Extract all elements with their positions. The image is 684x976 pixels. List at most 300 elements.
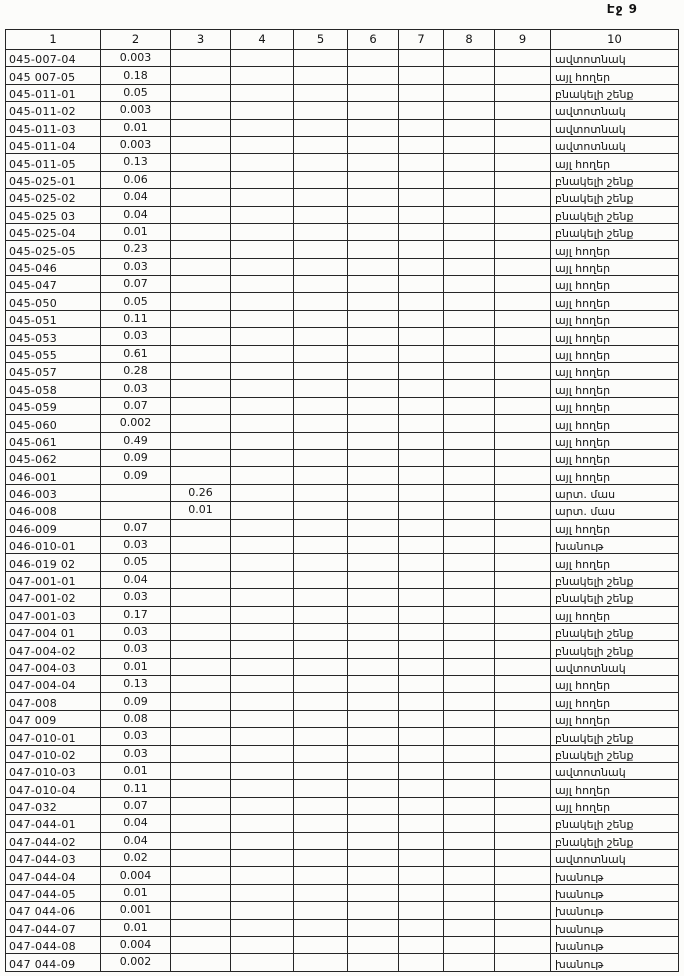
cell-value-2: 0.28 xyxy=(101,363,171,380)
cell-7 xyxy=(399,449,444,466)
cell-6 xyxy=(348,919,399,936)
cell-4 xyxy=(231,519,294,536)
cell-5 xyxy=(294,797,348,814)
cell-4 xyxy=(231,745,294,762)
table-row xyxy=(6,954,679,971)
cell-value-2: 0.004 xyxy=(101,867,171,884)
cell-6 xyxy=(348,623,399,640)
cell-value-2: 0.08 xyxy=(101,710,171,727)
cell-value-3 xyxy=(171,936,231,953)
cell-value-2: 0.04 xyxy=(101,206,171,223)
table-row xyxy=(6,502,679,519)
cell-value-3 xyxy=(171,223,231,240)
cell-5 xyxy=(294,154,348,171)
cell-7 xyxy=(399,536,444,553)
cell-9 xyxy=(495,432,551,449)
cell-value-3 xyxy=(171,641,231,658)
cell-5 xyxy=(294,380,348,397)
cell-category: ավտոտնակ xyxy=(551,102,679,119)
cell-value-3 xyxy=(171,780,231,797)
cell-4 xyxy=(231,432,294,449)
table-row xyxy=(6,763,679,780)
cell-8 xyxy=(444,780,495,797)
cell-6 xyxy=(348,954,399,971)
cell-value-2: 0.49 xyxy=(101,432,171,449)
cell-9 xyxy=(495,589,551,606)
cell-8 xyxy=(444,745,495,762)
cell-9 xyxy=(495,884,551,901)
cell-8 xyxy=(444,328,495,345)
cell-category: բնակելի շենք xyxy=(551,641,679,658)
cell-5 xyxy=(294,763,348,780)
cell-code: 046-003 xyxy=(6,484,101,501)
cell-6 xyxy=(348,50,399,67)
table-body xyxy=(6,50,679,972)
cell-value-2: 0.11 xyxy=(101,780,171,797)
cell-8 xyxy=(444,293,495,310)
cell-4 xyxy=(231,641,294,658)
cell-5 xyxy=(294,849,348,866)
cell-5 xyxy=(294,815,348,832)
cell-7 xyxy=(399,954,444,971)
cell-9 xyxy=(495,258,551,275)
cell-value-2: 0.09 xyxy=(101,449,171,466)
cell-9 xyxy=(495,954,551,971)
table-row xyxy=(6,536,679,553)
cell-value-3 xyxy=(171,676,231,693)
cell-5 xyxy=(294,728,348,745)
cell-6 xyxy=(348,67,399,84)
cell-category: բնակելի շենք xyxy=(551,745,679,762)
cell-code: 047-010-03 xyxy=(6,763,101,780)
cell-5 xyxy=(294,50,348,67)
cell-value-3 xyxy=(171,258,231,275)
column-header-4: 4 xyxy=(231,30,294,50)
cell-4 xyxy=(231,467,294,484)
cell-9 xyxy=(495,293,551,310)
cell-7 xyxy=(399,693,444,710)
cell-code: 047-001-02 xyxy=(6,589,101,606)
cell-4 xyxy=(231,884,294,901)
cell-7 xyxy=(399,676,444,693)
cell-5 xyxy=(294,241,348,258)
cell-value-2: 0.01 xyxy=(101,119,171,136)
cell-5 xyxy=(294,554,348,571)
cell-8 xyxy=(444,589,495,606)
cell-value-3 xyxy=(171,310,231,327)
cell-code: 045-062 xyxy=(6,449,101,466)
cell-category: այլ հողեր xyxy=(551,554,679,571)
cell-value-3 xyxy=(171,867,231,884)
cell-code: 045-059 xyxy=(6,397,101,414)
table-row xyxy=(6,363,679,380)
cell-code: 047-004 01 xyxy=(6,623,101,640)
table-row xyxy=(6,50,679,67)
cell-value-3 xyxy=(171,293,231,310)
table-row xyxy=(6,380,679,397)
cell-9 xyxy=(495,171,551,188)
cell-category: բնակելի շենք xyxy=(551,206,679,223)
cell-8 xyxy=(444,623,495,640)
cell-9 xyxy=(495,102,551,119)
cell-5 xyxy=(294,902,348,919)
cell-category: այլ հողեր xyxy=(551,310,679,327)
cell-7 xyxy=(399,206,444,223)
cell-value-2: 0.06 xyxy=(101,171,171,188)
cell-5 xyxy=(294,171,348,188)
cell-code: 045-011-03 xyxy=(6,119,101,136)
cell-9 xyxy=(495,502,551,519)
cell-8 xyxy=(444,432,495,449)
cell-value-2: 0.23 xyxy=(101,241,171,258)
table-row xyxy=(6,67,679,84)
cell-value-2: 0.61 xyxy=(101,345,171,362)
cell-8 xyxy=(444,136,495,153)
cell-4 xyxy=(231,589,294,606)
cell-4 xyxy=(231,554,294,571)
cell-value-3 xyxy=(171,797,231,814)
cell-6 xyxy=(348,606,399,623)
table-row xyxy=(6,623,679,640)
cell-code: 045-011-02 xyxy=(6,102,101,119)
cell-category: այլ հողեր xyxy=(551,797,679,814)
cell-9 xyxy=(495,676,551,693)
table-row xyxy=(6,397,679,414)
table-row xyxy=(6,136,679,153)
cell-8 xyxy=(444,502,495,519)
cell-value-2: 0.03 xyxy=(101,623,171,640)
cell-7 xyxy=(399,397,444,414)
cell-code: 045-011-04 xyxy=(6,136,101,153)
cell-4 xyxy=(231,710,294,727)
cell-8 xyxy=(444,571,495,588)
cell-category: խանութ xyxy=(551,902,679,919)
cell-5 xyxy=(294,363,348,380)
cell-value-3 xyxy=(171,102,231,119)
cell-value-2: 0.03 xyxy=(101,745,171,762)
cell-5 xyxy=(294,223,348,240)
cell-9 xyxy=(495,84,551,101)
cell-category: ավտոտնակ xyxy=(551,658,679,675)
cell-category: այլ հողեր xyxy=(551,154,679,171)
cell-4 xyxy=(231,676,294,693)
cell-value-3 xyxy=(171,710,231,727)
cell-9 xyxy=(495,154,551,171)
cell-value-3 xyxy=(171,449,231,466)
cell-category: այլ հողեր xyxy=(551,432,679,449)
cell-9 xyxy=(495,919,551,936)
cell-code: 045-057 xyxy=(6,363,101,380)
cell-7 xyxy=(399,623,444,640)
cell-4 xyxy=(231,189,294,206)
cell-value-3 xyxy=(171,206,231,223)
cell-4 xyxy=(231,658,294,675)
cell-5 xyxy=(294,84,348,101)
cell-value-3 xyxy=(171,519,231,536)
cell-category: ավտոտնակ xyxy=(551,136,679,153)
cell-7 xyxy=(399,641,444,658)
cell-value-2: 0.05 xyxy=(101,293,171,310)
cell-8 xyxy=(444,815,495,832)
header-row xyxy=(6,30,679,50)
cell-value-3 xyxy=(171,136,231,153)
cell-9 xyxy=(495,536,551,553)
cell-category: խանութ xyxy=(551,936,679,953)
cell-code: 045-025-05 xyxy=(6,241,101,258)
cell-value-3 xyxy=(171,154,231,171)
cell-7 xyxy=(399,763,444,780)
cell-7 xyxy=(399,189,444,206)
cell-5 xyxy=(294,867,348,884)
cell-6 xyxy=(348,397,399,414)
cell-4 xyxy=(231,693,294,710)
cell-6 xyxy=(348,415,399,432)
table-row xyxy=(6,589,679,606)
cell-4 xyxy=(231,50,294,67)
cell-8 xyxy=(444,276,495,293)
cell-category: ավտոտնակ xyxy=(551,763,679,780)
cell-8 xyxy=(444,345,495,362)
cell-code: 047 044-06 xyxy=(6,902,101,919)
cell-category: ավտոտնակ xyxy=(551,849,679,866)
cell-6 xyxy=(348,780,399,797)
cell-9 xyxy=(495,136,551,153)
cell-code: 047-044-02 xyxy=(6,832,101,849)
cell-6 xyxy=(348,293,399,310)
cell-7 xyxy=(399,589,444,606)
cell-5 xyxy=(294,919,348,936)
cell-code: 045-025 03 xyxy=(6,206,101,223)
cell-7 xyxy=(399,519,444,536)
cell-5 xyxy=(294,258,348,275)
cell-7 xyxy=(399,328,444,345)
cell-4 xyxy=(231,206,294,223)
cell-7 xyxy=(399,867,444,884)
cell-category: խանութ xyxy=(551,884,679,901)
cell-7 xyxy=(399,780,444,797)
cell-9 xyxy=(495,206,551,223)
cell-code: 047-010-01 xyxy=(6,728,101,745)
cell-value-2: 0.01 xyxy=(101,884,171,901)
cell-9 xyxy=(495,832,551,849)
cell-8 xyxy=(444,84,495,101)
cell-6 xyxy=(348,571,399,588)
cell-7 xyxy=(399,363,444,380)
column-header-7: 7 xyxy=(399,30,444,50)
cell-value-2: 0.04 xyxy=(101,832,171,849)
cell-value-3 xyxy=(171,189,231,206)
table-row xyxy=(6,797,679,814)
cell-value-3 xyxy=(171,832,231,849)
cell-8 xyxy=(444,884,495,901)
cell-4 xyxy=(231,171,294,188)
cell-code: 045-055 xyxy=(6,345,101,362)
cell-4 xyxy=(231,780,294,797)
table-row xyxy=(6,728,679,745)
cell-code: 045-011-01 xyxy=(6,84,101,101)
cell-9 xyxy=(495,380,551,397)
cell-code: 047-010-04 xyxy=(6,780,101,797)
cell-code: 047-001-01 xyxy=(6,571,101,588)
column-header-6: 6 xyxy=(348,30,399,50)
cell-4 xyxy=(231,936,294,953)
cell-value-3 xyxy=(171,67,231,84)
cell-6 xyxy=(348,710,399,727)
cell-category: բնակելի շենք xyxy=(551,623,679,640)
cell-6 xyxy=(348,484,399,501)
cell-4 xyxy=(231,119,294,136)
cell-9 xyxy=(495,345,551,362)
cell-value-2: 0.01 xyxy=(101,919,171,936)
cell-5 xyxy=(294,676,348,693)
cell-5 xyxy=(294,484,348,501)
cell-code: 047 044-09 xyxy=(6,954,101,971)
cell-code: 047-032 xyxy=(6,797,101,814)
cell-value-3 xyxy=(171,363,231,380)
cell-4 xyxy=(231,102,294,119)
cell-8 xyxy=(444,415,495,432)
cell-8 xyxy=(444,676,495,693)
cell-5 xyxy=(294,536,348,553)
cell-9 xyxy=(495,50,551,67)
cell-category: այլ հողեր xyxy=(551,276,679,293)
cell-6 xyxy=(348,328,399,345)
cell-5 xyxy=(294,780,348,797)
cell-code: 047-004-02 xyxy=(6,641,101,658)
cell-9 xyxy=(495,223,551,240)
cell-6 xyxy=(348,171,399,188)
cell-5 xyxy=(294,293,348,310)
cell-7 xyxy=(399,936,444,953)
table-row xyxy=(6,449,679,466)
cell-5 xyxy=(294,206,348,223)
cell-value-2: 0.002 xyxy=(101,415,171,432)
cell-value-2: 0.03 xyxy=(101,380,171,397)
cell-8 xyxy=(444,606,495,623)
cell-4 xyxy=(231,241,294,258)
cell-7 xyxy=(399,849,444,866)
cell-7 xyxy=(399,797,444,814)
cell-value-3 xyxy=(171,763,231,780)
cell-4 xyxy=(231,293,294,310)
cell-value-3 xyxy=(171,849,231,866)
cell-6 xyxy=(348,102,399,119)
cell-category: բնակելի շենք xyxy=(551,832,679,849)
cell-8 xyxy=(444,954,495,971)
cell-4 xyxy=(231,815,294,832)
cell-6 xyxy=(348,676,399,693)
table-row xyxy=(6,919,679,936)
cell-4 xyxy=(231,484,294,501)
cell-5 xyxy=(294,502,348,519)
cell-6 xyxy=(348,728,399,745)
cell-9 xyxy=(495,310,551,327)
cell-code: 047-004-03 xyxy=(6,658,101,675)
cell-value-2: 0.03 xyxy=(101,589,171,606)
cell-9 xyxy=(495,710,551,727)
column-header-8: 8 xyxy=(444,30,495,50)
column-header-2: 2 xyxy=(101,30,171,50)
cell-6 xyxy=(348,902,399,919)
cell-7 xyxy=(399,728,444,745)
cell-4 xyxy=(231,154,294,171)
cell-7 xyxy=(399,310,444,327)
cell-8 xyxy=(444,763,495,780)
cell-4 xyxy=(231,380,294,397)
cell-value-2: 0.09 xyxy=(101,693,171,710)
cell-code: 046-010-01 xyxy=(6,536,101,553)
cell-value-2: 0.002 xyxy=(101,954,171,971)
cell-9 xyxy=(495,658,551,675)
cell-value-3 xyxy=(171,954,231,971)
cell-value-3 xyxy=(171,623,231,640)
cell-value-3 xyxy=(171,171,231,188)
cell-8 xyxy=(444,519,495,536)
cell-9 xyxy=(495,797,551,814)
cell-7 xyxy=(399,710,444,727)
cell-9 xyxy=(495,276,551,293)
cell-5 xyxy=(294,119,348,136)
column-header-1: 1 xyxy=(6,30,101,50)
cell-4 xyxy=(231,449,294,466)
cell-code: 045-011-05 xyxy=(6,154,101,171)
cell-7 xyxy=(399,571,444,588)
cell-6 xyxy=(348,867,399,884)
cell-6 xyxy=(348,849,399,866)
cell-category: խանութ xyxy=(551,867,679,884)
cell-category: այլ հողեր xyxy=(551,258,679,275)
cell-4 xyxy=(231,536,294,553)
cell-7 xyxy=(399,276,444,293)
cell-4 xyxy=(231,328,294,345)
cell-value-3 xyxy=(171,606,231,623)
cell-7 xyxy=(399,432,444,449)
cell-6 xyxy=(348,380,399,397)
cell-value-2: 0.03 xyxy=(101,328,171,345)
table-row xyxy=(6,606,679,623)
cell-category: բնակելի շենք xyxy=(551,189,679,206)
cell-value-3 xyxy=(171,919,231,936)
cell-8 xyxy=(444,241,495,258)
cell-category: արտ. մաս xyxy=(551,502,679,519)
cell-5 xyxy=(294,884,348,901)
cell-9 xyxy=(495,241,551,258)
cell-code: 045-053 xyxy=(6,328,101,345)
cell-category: այլ հողեր xyxy=(551,380,679,397)
cell-8 xyxy=(444,919,495,936)
cell-category: արտ. մաս xyxy=(551,484,679,501)
cell-4 xyxy=(231,223,294,240)
cell-8 xyxy=(444,189,495,206)
cell-category: խանութ xyxy=(551,536,679,553)
cell-value-2: 0.03 xyxy=(101,536,171,553)
cell-5 xyxy=(294,345,348,362)
cell-9 xyxy=(495,902,551,919)
cell-5 xyxy=(294,189,348,206)
cell-code: 046-009 xyxy=(6,519,101,536)
cell-code: 047-044-01 xyxy=(6,815,101,832)
cell-value-3 xyxy=(171,693,231,710)
cell-value-2: 0.17 xyxy=(101,606,171,623)
table-row xyxy=(6,328,679,345)
cell-7 xyxy=(399,136,444,153)
cell-category: այլ հողեր xyxy=(551,449,679,466)
cell-category: այլ հողեր xyxy=(551,606,679,623)
cell-code: 046-008 xyxy=(6,502,101,519)
cell-4 xyxy=(231,84,294,101)
table-row xyxy=(6,310,679,327)
cell-code: 047-044-04 xyxy=(6,867,101,884)
